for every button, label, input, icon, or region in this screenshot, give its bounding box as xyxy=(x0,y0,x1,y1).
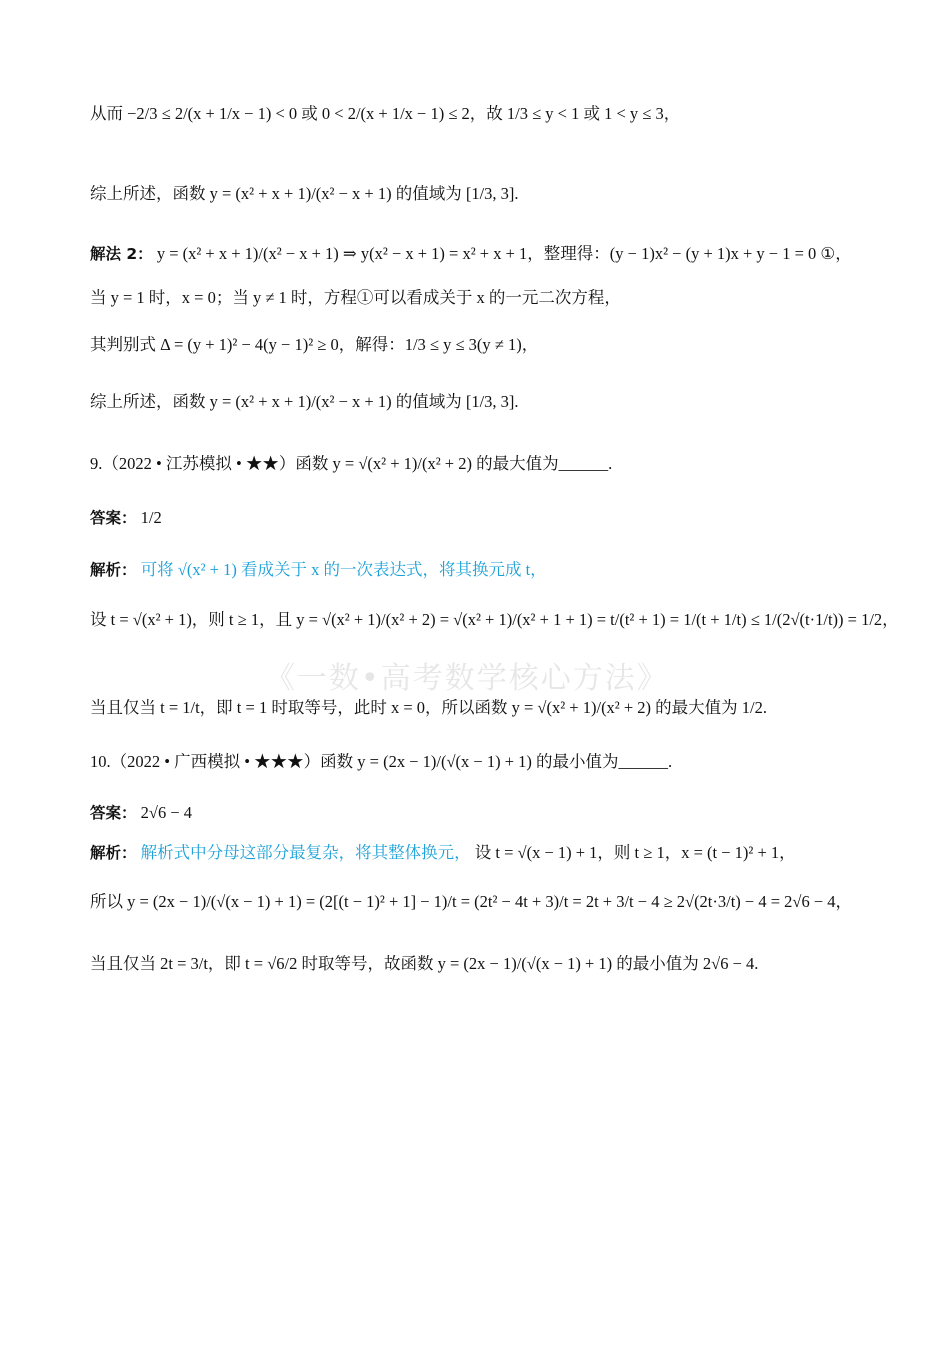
answer-9-label: 答案： xyxy=(90,509,137,527)
answer-9 xyxy=(90,506,162,528)
explanation-10-equality: 当且仅当 2t = 3/t，即 t = √6/2 时取等号，故函数 y = (2x − 1)/(√(x − 1) + 1) 的最小值为 2√6 − 4. xyxy=(90,954,759,973)
method-2-text: y = (x² + x + 1)/(x² − x + 1) ⇒ y(x² − x + 1) = x² + x + 1，整理得：(y − 1)x² − (y + 1)x + y − 1 = 0 ①， xyxy=(156,244,852,263)
watermark: 《一数•高考数学核心方法》 xyxy=(265,661,669,696)
explanation-9-note: 可将 √(x² + 1) 看成关于 x 的一次表达式，将其换元成 t， xyxy=(140,560,547,579)
explanation-9-equality: 当且仅当 t = 1/t，即 t = 1 时取等号，此时 x = 0，所以函数 y = √(x² + 1)/(x² + 2) 的最大值为 1/2. xyxy=(90,698,768,717)
line-discriminant: 其判别式 Δ = (y + 1)² − 4(y − 1)² ≥ 0，解得：1/3 ≤ y ≤ 3(y ≠ 1)， xyxy=(90,335,539,354)
line-conclusion-2: 综上所述，函数 y = (x² + x + 1)/(x² − x + 1) 的值域为 [1/3, 3]. xyxy=(90,392,519,411)
explanation-10-label: 解析： xyxy=(90,844,137,862)
line-range-bounds: 从而 −2/3 ≤ 2/(x + 1/x − 1) < 0 或 0 < 2/(x + 1/x − 1) ≤ 2，故 1/3 ≤ y < 1 或 1 < y ≤ 3， xyxy=(90,104,681,123)
question-10: 10.（2022 • 广西模拟 • ★★★）函数 y = (2x − 1)/(√(x − 1) + 1) 的最小值为______. xyxy=(90,752,673,771)
line-method-2 xyxy=(90,240,852,264)
explanation-9-hint xyxy=(90,556,547,580)
line-case-y1: 当 y = 1 时，x = 0；当 y ≠ 1 时，方程①可以看成关于 x 的一元二次方程， xyxy=(90,288,621,307)
answer-10-value: 2√6 − 4 xyxy=(140,803,193,822)
question-9: 9.（2022 • 江苏模拟 • ★★）函数 y = √(x² + 1)/(x² + 2) 的最大值为______. xyxy=(90,454,613,473)
explanation-9-derivation: 设 t = √(x² + 1)，则 t ≥ 1，且 y = √(x² + 1)/(x² + 2) = √(x² + 1)/(x² + 1 + 1) = t/(t² + 1) = 1/(t + 1/t) ≤ 1/(2√(t·1/t)) = 1/2， xyxy=(90,610,899,629)
explanation-10-note: 解析式中分母这部分最复杂，将其整体换元， xyxy=(140,843,471,862)
explanation-10-hint xyxy=(90,839,796,863)
method-2-label: 解法 2： xyxy=(90,245,153,263)
explanation-10-substitution: 设 t = √(x − 1) + 1，则 t ≥ 1，x = (t − 1)² + 1， xyxy=(474,843,796,862)
line-conclusion-1: 综上所述，函数 y = (x² + x + 1)/(x² − x + 1) 的值域为 [1/3, 3]. xyxy=(90,184,519,203)
answer-10-label: 答案： xyxy=(90,804,137,822)
answer-10 xyxy=(90,801,192,823)
explanation-10-derivation: 所以 y = (2x − 1)/(√(x − 1) + 1) = (2[(t − 1)² + 1] − 1)/t = (2t² − 4t + 3)/t = 2t + 3/t − 4 ≥ 2√(2t·3/t) − 4 = 2√6 − 4， xyxy=(90,892,853,911)
answer-9-value: 1/2 xyxy=(140,508,162,527)
explanation-9-label: 解析： xyxy=(90,561,137,579)
